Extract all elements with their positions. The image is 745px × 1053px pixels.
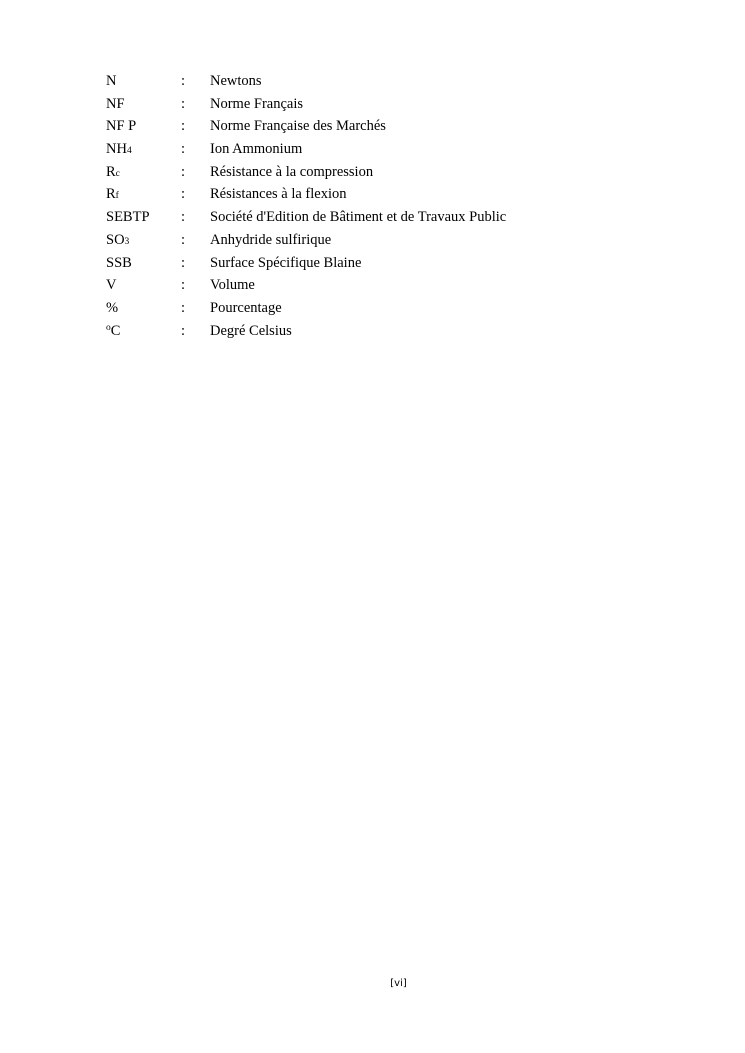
abbreviation-definition: Degré Celsius bbox=[210, 322, 292, 339]
abbreviation-term bbox=[106, 138, 132, 163]
abbreviation-definition: Norme Français bbox=[210, 95, 304, 112]
abbreviation-definition: Pourcentage bbox=[210, 299, 282, 316]
abbreviation-definition: Newtons bbox=[210, 73, 262, 89]
abbreviation-term bbox=[106, 70, 116, 93]
term-base: NF P bbox=[106, 118, 137, 135]
separator-colon: : bbox=[181, 254, 186, 271]
term-base: SEBTP bbox=[106, 209, 150, 226]
abbreviation-row bbox=[106, 70, 666, 93]
abbreviation-row bbox=[106, 161, 666, 184]
abbreviation-row bbox=[106, 274, 666, 297]
separator-colon: : bbox=[181, 95, 186, 112]
abbreviation-row bbox=[106, 206, 666, 229]
separator-colon: : bbox=[181, 118, 186, 135]
separator-colon: : bbox=[181, 141, 186, 158]
separator-colon: : bbox=[181, 209, 186, 226]
term-base: NF bbox=[106, 95, 125, 112]
abbreviation-term bbox=[106, 161, 120, 186]
abbreviation-row bbox=[106, 93, 666, 116]
abbreviation-row bbox=[106, 297, 666, 320]
term-base: R bbox=[106, 163, 116, 180]
degree-superscript: o bbox=[106, 322, 111, 333]
abbreviation-definition: Anhydride sulfirique bbox=[210, 231, 332, 248]
term-subscript: 4 bbox=[126, 146, 132, 157]
term-base: SO bbox=[106, 231, 125, 248]
abbreviation-term bbox=[106, 115, 136, 138]
term-subscript: 3 bbox=[124, 236, 130, 247]
abbreviation-definition: Société d'Edition de Bâtiment et de Travaux Public bbox=[210, 209, 507, 226]
abbreviation-term bbox=[106, 183, 119, 208]
abbreviation-row bbox=[106, 138, 666, 161]
separator-colon: : bbox=[181, 73, 186, 89]
abbreviation-row bbox=[106, 229, 666, 252]
abbreviation-term bbox=[106, 93, 125, 116]
term-base: NH bbox=[106, 141, 127, 158]
abbreviation-row bbox=[106, 252, 666, 275]
separator-colon: : bbox=[181, 322, 186, 339]
abbreviation-row bbox=[106, 115, 666, 138]
term-base: R bbox=[106, 186, 116, 203]
abbreviation-definition: Résistance à la compression bbox=[210, 163, 374, 180]
term-base: % bbox=[106, 299, 119, 316]
abbreviation-row bbox=[106, 320, 666, 343]
abbreviation-term bbox=[106, 274, 116, 297]
abbreviation-term bbox=[106, 206, 150, 229]
term-subscript: f bbox=[115, 191, 119, 202]
abbreviation-definition: Norme Française des Marchés bbox=[210, 118, 386, 135]
abbreviation-definition: Volume bbox=[210, 277, 255, 294]
separator-colon: : bbox=[181, 163, 186, 180]
abbreviation-list bbox=[106, 70, 666, 342]
separator-colon: : bbox=[181, 186, 186, 203]
abbreviation-term bbox=[106, 229, 129, 254]
abbreviation-definition: Surface Spécifique Blaine bbox=[210, 254, 362, 271]
separator-colon: : bbox=[181, 277, 186, 294]
separator-colon: : bbox=[181, 231, 186, 248]
term-base: N bbox=[106, 73, 117, 89]
abbreviation-term bbox=[106, 252, 132, 275]
abbreviation-definition: Ion Ammonium bbox=[210, 141, 303, 158]
abbreviation-definition: Résistances à la flexion bbox=[210, 186, 347, 203]
abbreviation-term bbox=[106, 297, 118, 320]
term-subscript: c bbox=[115, 168, 120, 179]
term-base: V bbox=[106, 277, 117, 294]
term-base: SSB bbox=[106, 254, 132, 271]
abbreviation-term bbox=[106, 320, 120, 343]
abbreviation-row bbox=[106, 183, 666, 206]
separator-colon: : bbox=[181, 299, 186, 316]
page-number: [vi] bbox=[390, 978, 407, 989]
term-base: C bbox=[110, 322, 121, 339]
